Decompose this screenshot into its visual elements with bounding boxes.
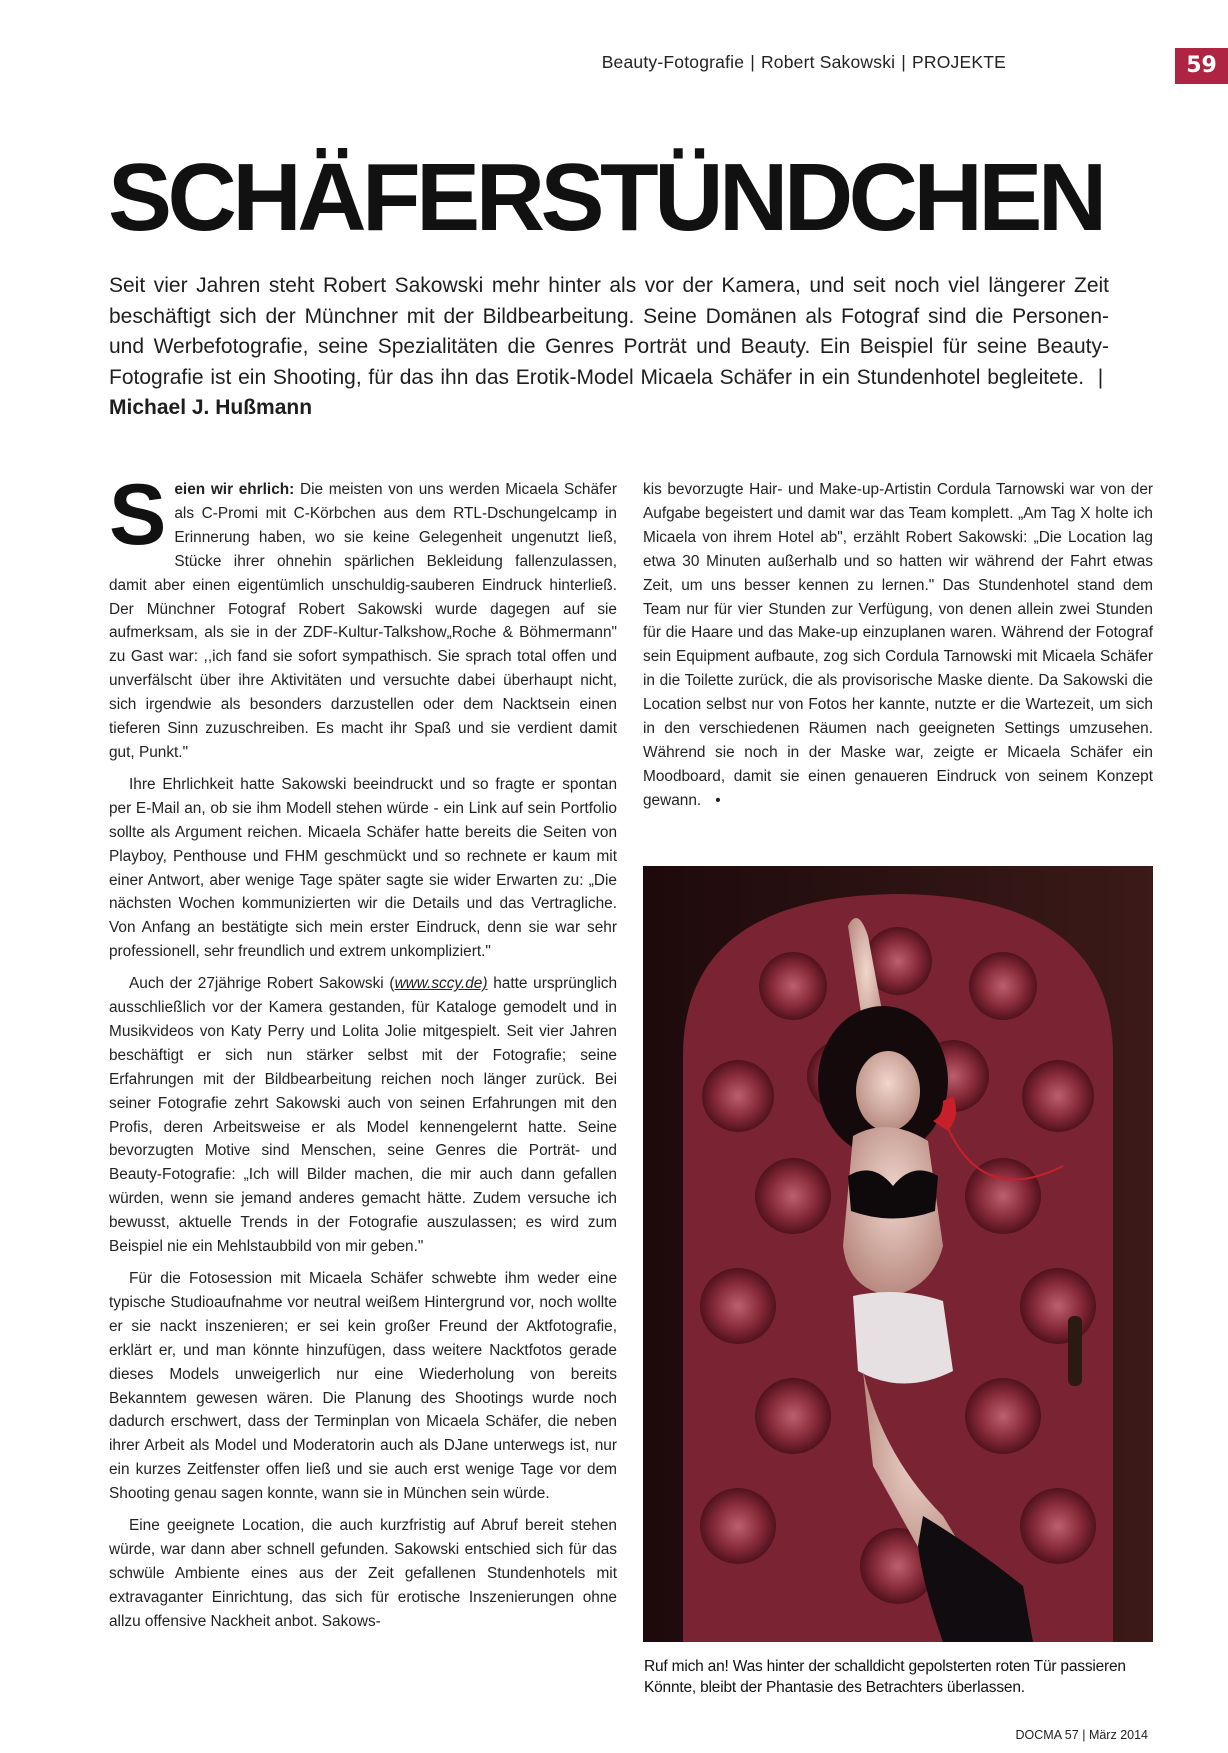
footer-date: März 2014: [1088, 1728, 1148, 1742]
dropcap: S: [109, 467, 167, 563]
article-photo: [643, 866, 1153, 1642]
header-separator: |: [750, 52, 755, 72]
paragraph: [109, 972, 617, 1259]
paragraph-text: hatte ursprünglich ausschließlich vor der Kamera gestanden, für Kataloge gemodelt und in Musikvideos von Katy Perry und Lolita Jolie mitgespielt. Seit vier Jahren beschäftigt er sich nun stärker selbst mit der Fotografie; seine Erfahrungen mit der Bildbearbeitung reichen noch länger zurück. Bei seiner Fotografie zehrt Sakowski auch von seinen Erfahrungen mit den Profis, deren Arbeitsweise er als Model kennengelernt hatte. Seine bevorzugten Motive sind Menschen, seine Genres die Porträt- und Beauty-Fotografie: „Ich will Bilder machen, die mir auch dann gefallen würden, wenn sie jemand anderes gemacht hätte. Zudem versuche ich bewusst, aktuelle Trends in der Fotografie auszulassen; es wird zum Beispiel nie ein Mehlstaubbild von mir geben.": [109, 975, 617, 1256]
end-mark: •: [715, 791, 721, 809]
page-number-badge: 59: [1175, 48, 1228, 84]
photo-caption: Ruf mich an! Was hinter der schalldicht gepolsterten roten Tür passieren Könnte, bleibt der Phantasie des Betrachters überlassen.: [644, 1658, 1126, 1696]
website-link[interactable]: www.sccy.de): [394, 975, 488, 993]
paragraph: Eine geeignete Location, die auch kurzfristig auf Abruf bereit stehen würde, war dann aber schnell gefunden. Sakowski entschied sich für das schwüle Ambiente eines aus der Zeit gefallenen Stundenhotels mit extravaganter Einrichtung, das sich für erotische Inszenierungen ohne allzu offensive Nackheit anbot. Sakows-: [109, 1517, 617, 1630]
footer-separator: |: [1082, 1728, 1086, 1742]
paragraph-text: Die meisten von uns werden Micaela Schäfer als C-Promi mit C-Körbchen aus dem RTL-Dschungelcamp in Erinnerung haben, wo sie keine Gelegenheit ungenutzt ließ, Stücke ihrer ohnehin spärlichen Bekleidung fallenzulassen, damit aber einen eigentümlich unschuldig-sauberen Eindruck hinterließ. Der Münchner Fotograf Robert Sakowski wurde dagegen auf sie aufmerksam, als sie in der ZDF-Kultur-Talkshow„Roche & Böhmermann" zu Gast war: ,,ich fand sie sofort sympathisch. Sie sprach total offen und unverfälscht über ihre Aktivitäten und versuchte dabei überhaupt nicht, sich irgendwie als besonders darzustellen oder dem Nacktsein einen tieferen Sinn zuzuschreiben. Es macht ihr Spaß und sie verdient damit gut, Punkt.": [109, 481, 617, 761]
header-section-author: Robert Sakowski: [760, 52, 896, 72]
footer-magazine: DOCMA 57: [1015, 1728, 1079, 1742]
author-name: Michael J. Hußmann: [109, 396, 313, 419]
paragraph: [643, 478, 1153, 813]
paragraph: Für die Fotosession mit Micaela Schäfer schwebte ihm weder eine typische Studioaufnahme vor neutral weißem Hintergrund vor, noch wollte er sie nackt inszenieren; er sei kein großer Freund der Aktfotografie, erklärt er, und man könnte hinzufügen, dass weitere Nacktfotos gerade dieses Models unweigerlich nur eine Wiederholung von bereits Bekanntem gewesen wären. Die Planung des Shootings wurde noch dadurch erschwert, dass der Terminplan von Micaela Schäfer, die neben ihrer Arbeit als Model und Moderatorin auch als DJane unterwegs ist, nur ein kurzes Zeitfenster offen ließ und sie auch erst wenige Tage vor dem Shooting genau sagen konnte, wann sie in München sein würde.: [109, 1270, 617, 1503]
header-separator: |: [901, 52, 907, 72]
article-title: SCHÄFERSTÜNDCHEN: [108, 144, 1103, 251]
body-column-left: [109, 467, 617, 1642]
paragraph: Ihre Ehrlichkeit hatte Sakowski beeindruckt und so fragte er spontan per E-Mail an, ob sie ihm Modell stehen würde - ein Link auf sein Portfolio sollte als Argument reichen. Micaela Schäfer hatte bereits die Seiten von Playboy, Penthouse und FHM geschmückt und so rechnete er kaum mit einer Antwort, aber wenige Tage später sagte sie wider Erwarten zu: „Die nächsten Wochen kommunizierten wir die Details und das Vertragliche. Von Anfang an bestätigte sich mein erster Eindruck, denn sie war sehr professionell, sehr freundlich und extrem unkompliziert.": [109, 775, 617, 961]
door-handle: [1068, 1316, 1082, 1386]
page-footer: [900, 1728, 1148, 1742]
header-section-projekte: PROJEKTE: [912, 52, 1006, 72]
body-column-right: [643, 478, 1153, 821]
intro-separator: |: [1097, 365, 1104, 389]
lead-in: eien wir ehrlich:: [174, 481, 295, 498]
paragraph-text: kis bevorzugte Hair- und Make-up-Artistin Cordula Tarnowski war von der Aufgabe begeistert und damit war das Team komplett. „Am Tag X holte ich Micaela von ihrem Hotel ab", erzählt Robert Sakowski: „Die Location lag etwa 30 Minuten außerhalb und so hatten wir während der Fahrt etwas Zeit, um uns besser kennen zu lernen." Das Stundenhotel stand dem Team nur für vier Stunden zur Verfügung, von denen allein zwei Stunden für die Haare und das Make-up einzuplanen waren. Während der Fotograf sein Equipment aufbaute, zog sich Cordula Tarnowski mit Micaela Schäfer in die Toilette zurück, die als provisorische Maske diente. Da Sakowski die Location selbst nur von Fotos her kannte, nutzte er die Wartezeit, um sich in den verschiedenen Räumen nach geeigneten Settings umzusehen. Während sie noch in der Maske war, zeigte er Micaela Schäfer ein Moodboard, damit sie einen genaueren Eindruck von seinem Konzept gewann.: [643, 481, 1153, 809]
intro-text: Seit vier Jahren steht Robert Sakowski mehr hinter als vor der Kamera, und seit noch viel längerer Zeit beschäftigt sich der Münchner mit der Bildbearbeitung. Seine Domänen als Fotograf sind die Personen- und Werbefotografie, seine Spezialitäten die Genres Porträt und Beauty. Ein Beispiel für seine Beauty-Fotografie ist ein Shooting, für das ihn das Erotik-Model Micaela Schäfer in ein Stundenhotel begleitete.: [109, 274, 1109, 389]
article-intro: [109, 271, 1109, 424]
paragraph: [109, 467, 617, 765]
header-section-beauty: Beauty-Fotografie: [601, 52, 745, 72]
padded-door-photo: [643, 866, 1153, 1642]
paragraph-text: Auch der 27jährige Robert Sakowski (: [129, 975, 395, 993]
running-header: [600, 52, 1006, 73]
